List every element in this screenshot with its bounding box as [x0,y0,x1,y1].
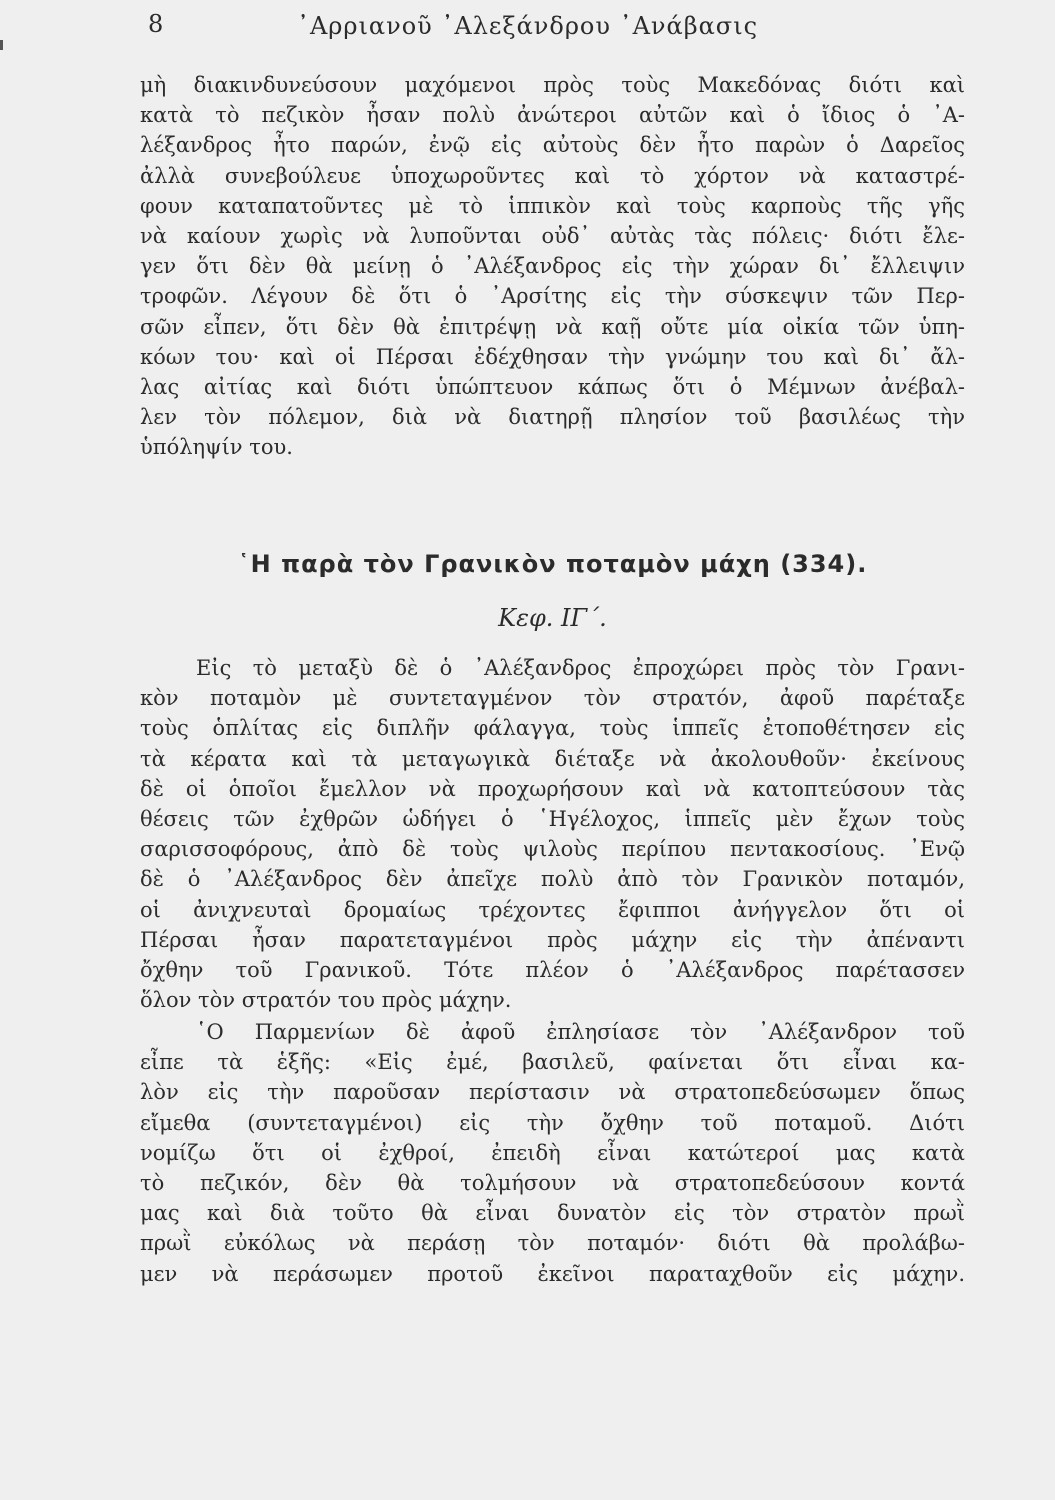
text-line: ῾Ο Παρμενίων δὲ ἀφοῦ ἐπλησίασε τὸν ᾿Αλέξανδρον τοῦ [196,1020,965,1044]
text-line: μας καὶ διὰ τοῦτο θὰ εἶναι δυνατὸν εἰς τὸν στρατὸν πρωῒ [140,1201,965,1226]
text-line: μεν νὰ περάσωμεν προτοῦ ἐκεῖνοι παραταχθοῦν εἰς μάχην. [140,1261,965,1286]
text-line: νὰ καίουν χωρὶς νὰ λυποῦνται οὐδ᾿ αὐτὰς τὰς πόλεις· διότι ἔλε- [140,223,965,248]
text-line: οἱ ἀνιχνευταὶ δρομαίως τρέχοντες ἔφιπποι ἀνήγγελον ὅτι οἱ [140,897,965,922]
text-line: τροφῶν. Λέγουν δὲ ὅτι ὁ ᾿Αρσίτης εἰς τὴν σύσκεψιν τῶν Περ- [140,284,965,309]
text-line: κὸν ποταμὸν μὲ συντεταγμένον τὸν στρατόν, ἀφοῦ παρέταξε [140,686,965,711]
text-line: εἴμεθα (συντεταγμένοι) εἰς τὴν ὄχθην τοῦ ποταμοῦ. Διότι [140,1110,965,1135]
text-line: σῶν εἶπεν, ὅτι δὲν θὰ ἐπιτρέψῃ νὰ καῇ οὔτε μία οἰκία τῶν ὑπη- [140,314,965,339]
text-line: τὰ κέρατα καὶ τὰ μεταγωγικὰ διέταξε νὰ ἀκολουθοῦν· ἐκείνους [140,746,965,771]
text-line: ὄχθην τοῦ Γρανικοῦ. Τότε πλέον ὁ ᾿Αλέξανδρος παρέτασσεν [140,957,965,982]
running-head [0,10,1055,50]
paragraph-2 [140,653,965,1015]
text-line: λεν τὸν πόλεμον, διὰ νὰ διατηρῇ πλησίον τοῦ βασιλέως τὴν [140,405,965,430]
text-line: δὲ οἱ ὁποῖοι ἔμελλον νὰ προχωρήσουν καὶ νὰ κατοπτεύσουν τὰς [140,776,965,801]
text-line: κόων του· καὶ οἱ Πέρσαι ἐδέχθησαν τὴν γνώμην του καὶ δι᾿ ἄλ- [140,344,965,369]
text-line: φουν καταπατοῦντες μὲ τὸ ἱππικὸν καὶ τοὺς καρποὺς τῆς γῆς [140,193,965,218]
text-line: Πέρσαι ἦσαν παρατεταγμένοι πρὸς μάχην εἰς τὴν ἀπέναντι [140,927,965,952]
text-line: μὴ διακινδυνεύσουν μαχόμενοι πρὸς τοὺς Μακεδόνας διότι καὶ [140,73,965,97]
text-line: τοὺς ὁπλίτας εἰς διπλῆν φάλαγγα, τοὺς ἱππεῖς ἐτοποθέτησεν εἰς [140,716,965,741]
paragraph-3 [140,1017,965,1289]
text-line: δὲ ὁ ᾿Αλέξανδρος δὲν ἀπεῖχε πολὺ ἀπὸ τὸν Γρανικὸν ποταμόν, [140,867,965,892]
text-line: σαρισσοφόρους, ἀπὸ δὲ τοὺς ψιλοὺς περίπου πεντακοσίους. ᾿Ενῷ [140,837,965,862]
section-title: ῾Η παρὰ τὸν Γρανικὸν ποταμὸν μάχη (334). [237,550,868,578]
text-line: τὸ πεζικόν, δὲν θὰ τολμήσουν νὰ στρατοπεδεύσουν κοντά [140,1170,965,1195]
text-line: λὸν εἰς τὴν παροῦσαν περίστασιν νὰ στρατοπεδεύσωμεν ὅπως [140,1080,965,1105]
text-line: εἶπε τὰ ἑξῆς: «Εἰς ἐμέ, βασιλεῦ, φαίνεται ὅτι εἶναι κα- [140,1050,965,1075]
text-line: κατὰ τὸ πεζικὸν ἦσαν πολὺ ἀνώτεροι αὐτῶν καὶ ὁ ἴδιος ὁ ᾿Α- [140,103,965,128]
text-line: Εἰς τὸ μεταξὺ δὲ ὁ ᾿Αλέξανδρος ἐπροχώρει πρὸς τὸν Γρανι- [196,656,965,680]
text-line: γεν ὅτι δὲν θὰ μείνῃ ὁ ᾿Αλέξανδρος εἰς τὴν χώραν δι᾿ ἔλλειψιν [140,254,965,279]
text-line: θέσεις τῶν ἐχθρῶν ὡδήγει ὁ ῾Ηγέλοχος, ἱππεῖς μὲν ἔχων τοὺς [140,806,965,831]
text-line: ὑπόληψίν του. [140,435,293,460]
page-number: 8 [148,10,164,38]
text-line: λέξανδρος ἦτο παρών, ἐνῷ εἰς αὐτοὺς δὲν ἦτο παρὼν ὁ Δαρεῖος [140,133,965,158]
text-line: ἀλλὰ συνεβούλευε ὑποχωροῦντες καὶ τὸ χόρτον νὰ καταστρέ- [140,163,965,188]
chapter-label: Κεφ. ΙΓ΄. [498,604,607,632]
paragraph-1 [140,70,965,462]
text-line: νομίζω ὅτι οἱ ἐχθροί, ἐπειδὴ εἶναι κατώτεροί μας κατὰ [140,1140,965,1165]
text-line: ὅλον τὸν στρατόν του πρὸς μάχην. [140,988,512,1013]
text-line: λας αἰτίας καὶ διότι ὑπώπτευον κάπως ὅτι ὁ Μέμνων ἀνέβαλ- [140,374,965,399]
running-title: ᾿Αρριανοῦ ᾿Αλεξάνδρου ᾿Ανάβασις [296,12,759,40]
text-line: πρωῒ εὐκόλως νὰ περάσῃ τὸν ποταμόν· διότι θὰ προλάβω- [140,1231,965,1256]
